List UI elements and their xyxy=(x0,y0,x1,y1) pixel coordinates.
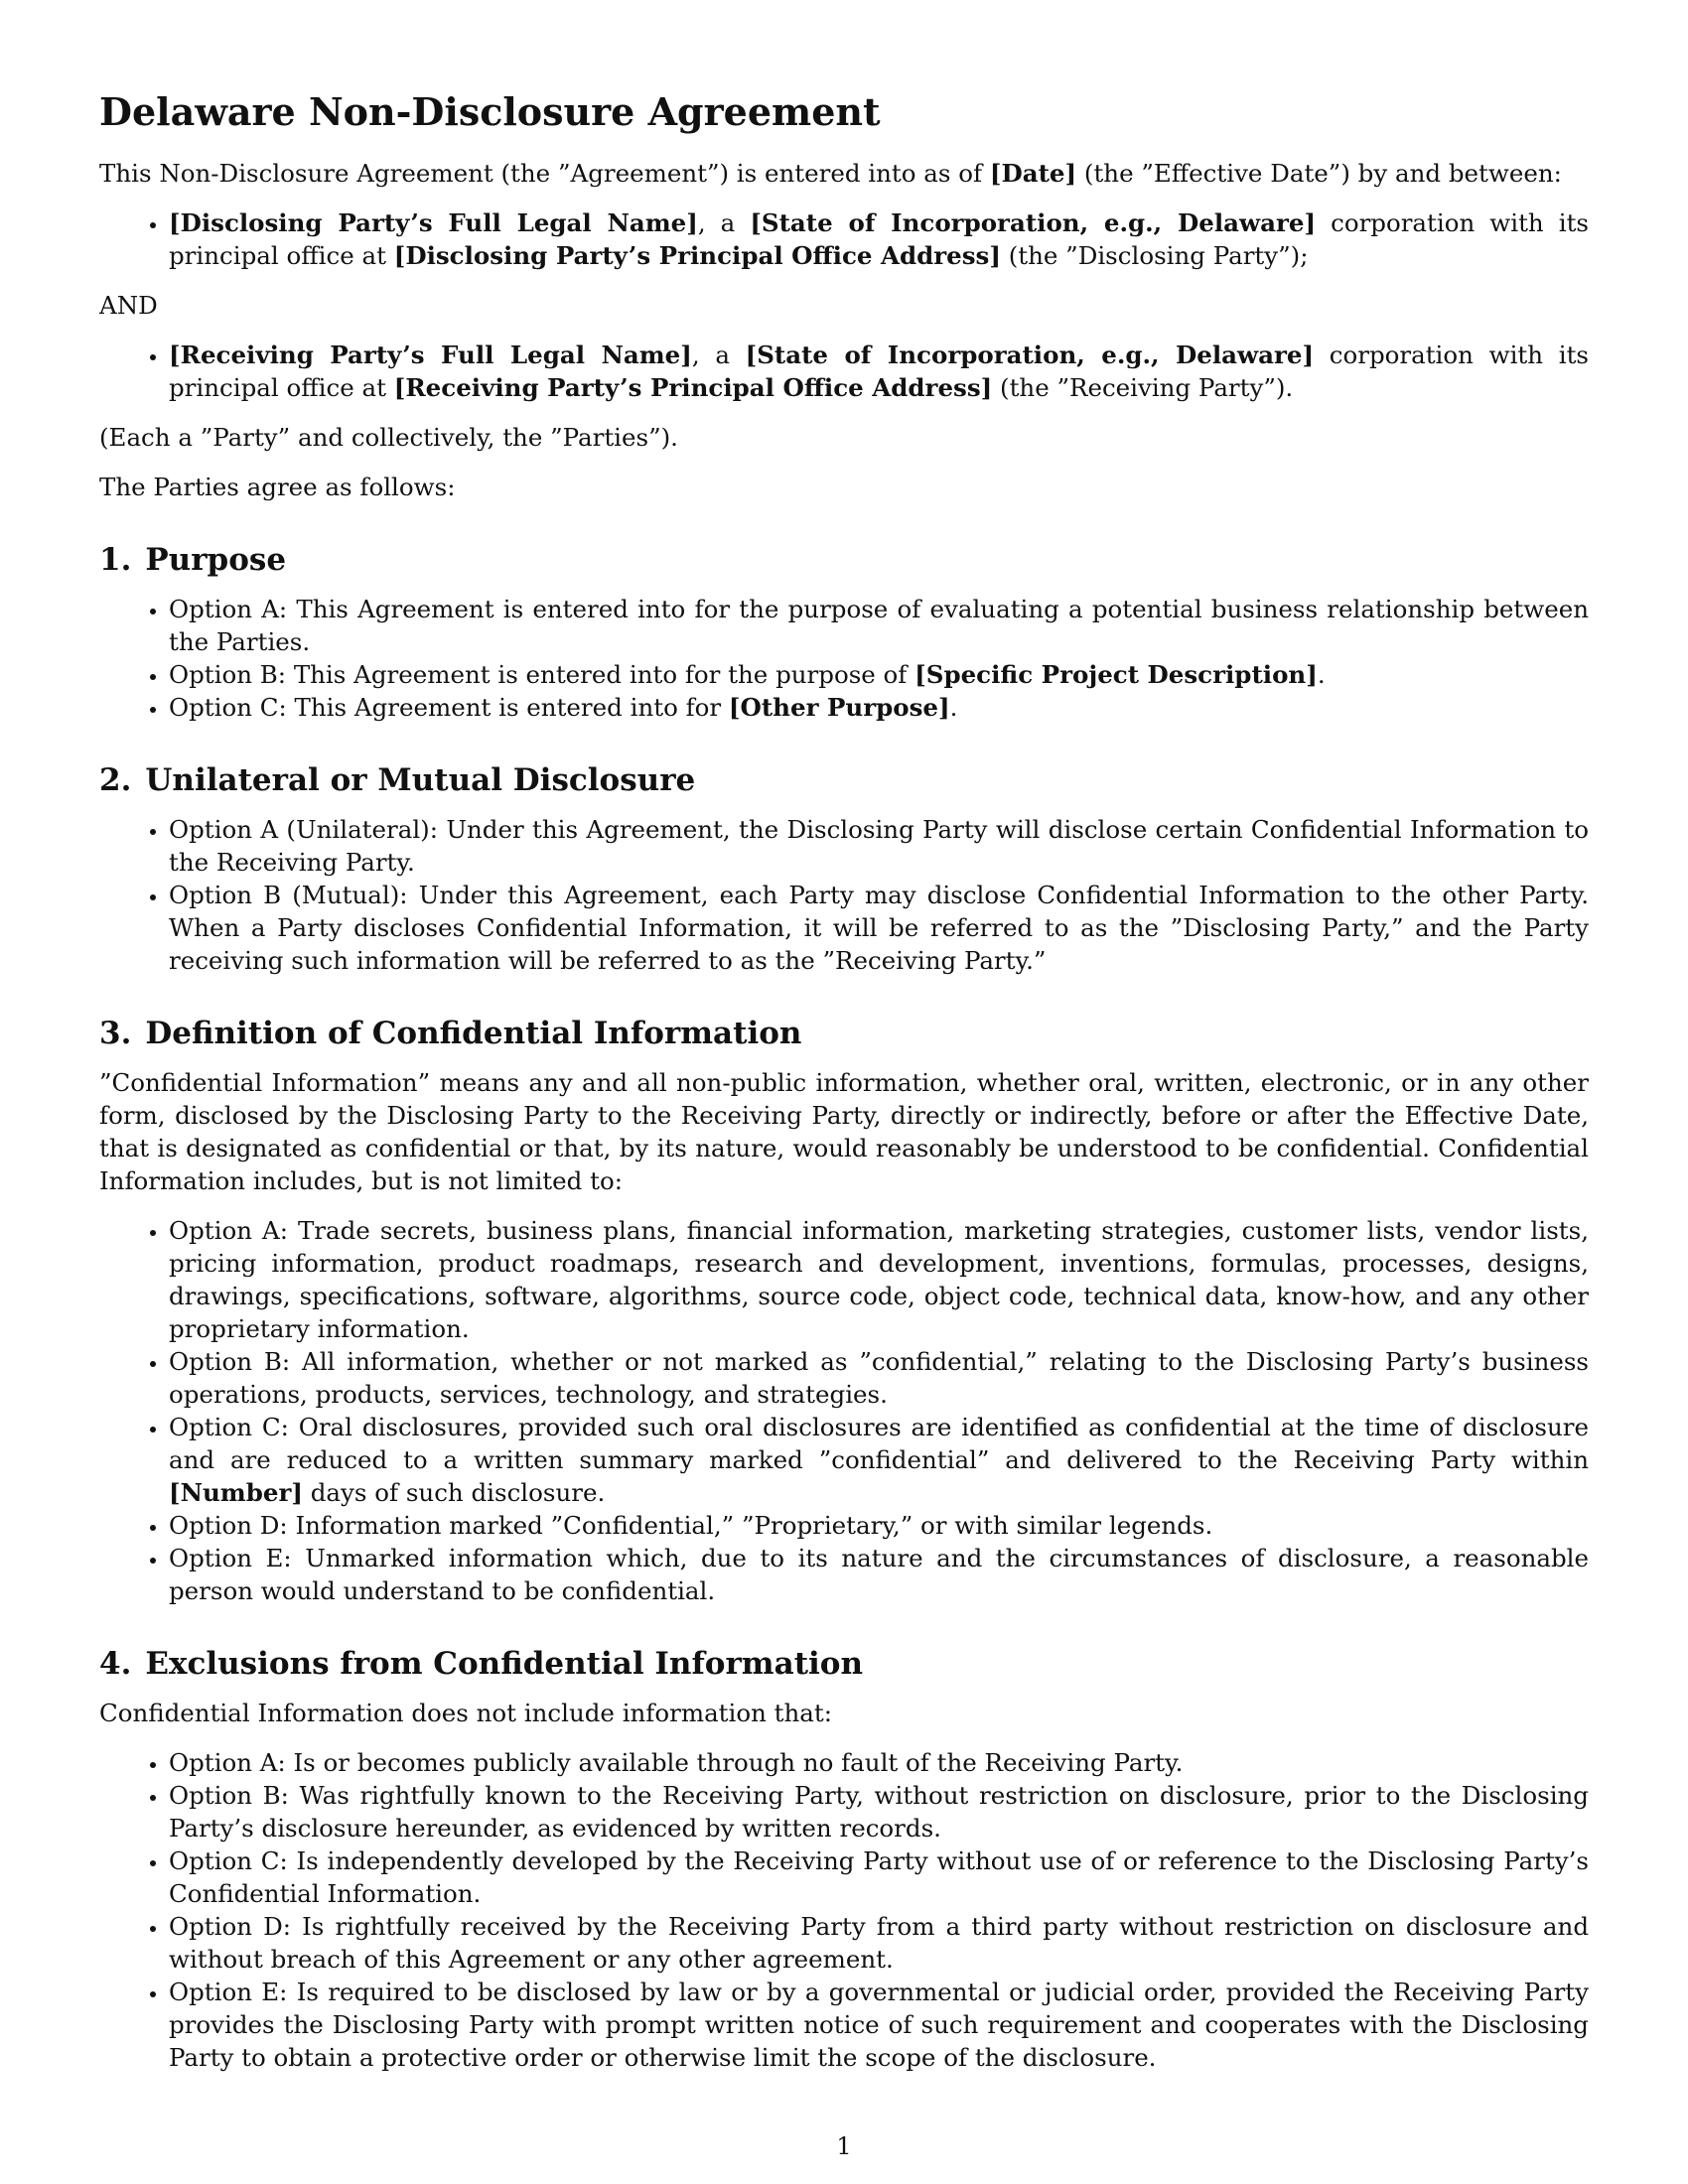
definition-options-list xyxy=(99,1214,1589,1607)
list-item: • Option A: Is or becomes publicly available through no fault of the Receiving Party. xyxy=(169,1746,1589,1779)
other-purpose-placeholder: [Other Purpose] xyxy=(728,693,950,722)
number-placeholder: [Number] xyxy=(169,1478,303,1507)
list-item xyxy=(169,1411,1589,1509)
disclosing-party-item xyxy=(169,206,1589,272)
list-item: • Option D: Information marked ”Confidential,” ”Proprietary,” or with similar legends. xyxy=(169,1509,1589,1542)
section-number: 3. xyxy=(99,1016,132,1051)
section-heading-exclusions xyxy=(99,1645,1589,1683)
section-heading-definition xyxy=(99,1015,1589,1052)
purpose-options-list xyxy=(99,593,1589,724)
list-item: • Option A (Unilateral): Under this Agreement, the Disclosing Party will disclose certain Confidential Information to the Receiving Party. xyxy=(169,813,1589,879)
party-text: (the ”Disclosing Party”); xyxy=(1000,241,1309,270)
list-item: • Option C: Is independently developed by the Receiving Party without use of or reference to the Disclosing Party’s Confidential Information. xyxy=(169,1844,1589,1910)
list-item: • Option B (Mutual): Under this Agreement, each Party may disclose Confidential Information to the other Party. When a Party discloses Confidential Information, it will be referred to as the ”Disclosing Party,” and the Party receiving such information will be referred to as the ”Receiving Party.” xyxy=(169,879,1589,977)
section-number: 4. xyxy=(99,1646,132,1682)
document-page xyxy=(99,79,1589,2091)
agree-paragraph: The Parties agree as follows: xyxy=(99,473,456,501)
section-number: 1. xyxy=(99,542,132,578)
section-number: 2. xyxy=(99,762,132,798)
list-item: • Option E: Unmarked information which, due to its nature and the circumstances of disclosure, a reasonable person would understand to be confidential. xyxy=(169,1542,1589,1607)
party-text: , a xyxy=(697,208,751,237)
list-item: • Option B: All information, whether or not marked as ”confidential,” relating to the Disclosing Party’s business operations, products, services, technology, and strategies. xyxy=(169,1345,1589,1411)
project-description-placeholder: [Specific Project Description] xyxy=(914,660,1318,689)
definition-paragraph: ”Confidential Information” means any and all non-public information, whether oral, written, electronic, or in any other form, disclosed by the Disclosing Party to the Receiving Party, directly or indirectly, before or after the Effective Date, that is designated as confidential or that, by its nature, would reasonably be understood to be confidential. Confidential Information includes, but is not limited to: xyxy=(99,1068,1589,1195)
receiving-party-name: [Receiving Party’s Full Legal Name] xyxy=(169,341,692,369)
section-title: Purpose xyxy=(145,542,287,578)
list-item-text: . xyxy=(949,693,958,722)
section-title: Definition of Confidential Information xyxy=(145,1016,802,1051)
intro-paragraph xyxy=(99,157,1589,190)
disclosing-party-name: [Disclosing Party’s Full Legal Name] xyxy=(169,208,698,237)
intro-text-after-date: (the ”Effective Date”) by and between: xyxy=(1076,159,1562,188)
list-item: • Option E: Is required to be disclosed by law or by a governmental or judicial order, provided the Receiving Party provides the Disclosing Party with prompt written notice of such requirement and cooperates with the Disclosing Party to obtain a protective order or otherwise limit the scope of the disclosure. xyxy=(169,1976,1589,2074)
list-item: • Option B: Was rightfully known to the Receiving Party, without restriction on disclosure, prior to the Disclosing Party’s disclosure hereunder, as evidenced by written records. xyxy=(169,1779,1589,1844)
document-title: Delaware Non-Disclosure Agreement xyxy=(99,89,881,134)
page-number: 1 xyxy=(836,2132,852,2160)
disclosing-party-list xyxy=(99,206,1589,272)
list-item-text: Option C: Oral disclosures, provided such oral disclosures are identified as confidential at the time of disclosure and are reduced to a written summary marked ”confidential” and delivered to the Receiving Party within xyxy=(169,1413,1589,1474)
list-item xyxy=(169,658,1589,691)
date-placeholder: [Date] xyxy=(989,159,1077,188)
receiving-party-address: [Receiving Party’s Principal Office Address] xyxy=(393,373,993,402)
and-separator: AND xyxy=(99,291,158,320)
list-item: • Option D: Is rightfully received by the Receiving Party from a third party without restriction on disclosure and without breach of this Agreement or any other agreement. xyxy=(169,1910,1589,1976)
section-title: Unilateral or Mutual Disclosure xyxy=(145,762,696,798)
list-item: • Option A: Trade secrets, business plans, financial information, marketing strategies, customer lists, vendor lists, pricing information, product roadmaps, research and development, inventions, formulas, processes, designs, drawings, specifications, software, algorithms, source code, object code, technical data, know-how, and any other proprietary information. xyxy=(169,1214,1589,1345)
list-item-text: Option C: This Agreement is entered into for xyxy=(169,693,729,722)
each-party-paragraph: (Each a ”Party” and collectively, the ”Parties”). xyxy=(99,423,678,452)
intro-text-before-date: This Non-Disclosure Agreement (the ”Agreement”) is entered into as of xyxy=(99,159,990,188)
list-item-text: . xyxy=(1317,660,1326,689)
section-title: Exclusions from Confidential Information xyxy=(145,1646,864,1682)
list-item-text: days of such disclosure. xyxy=(302,1478,606,1507)
exclusions-paragraph: Confidential Information does not include information that: xyxy=(99,1699,833,1727)
exclusions-options-list xyxy=(99,1746,1589,2074)
party-text: corporation with its principal office at xyxy=(169,341,1589,402)
receiving-party-item xyxy=(169,339,1589,404)
receiving-party-state: [State of Incorporation, e.g., Delaware] xyxy=(745,341,1315,369)
receiving-party-list xyxy=(99,339,1589,404)
disclosing-party-address: [Disclosing Party’s Principal Office Address] xyxy=(393,241,1001,270)
party-text: (the ”Receiving Party”). xyxy=(992,373,1294,402)
list-item xyxy=(169,691,1589,724)
party-text: corporation with its principal office at xyxy=(169,208,1589,270)
section-heading-disclosure xyxy=(99,761,1589,799)
disclosure-options-list xyxy=(99,813,1589,977)
disclosing-party-state: [State of Incorporation, e.g., Delaware] xyxy=(750,208,1317,237)
section-heading-purpose xyxy=(99,541,1589,579)
party-text: , a xyxy=(691,341,746,369)
list-item: • Option A: This Agreement is entered into for the purpose of evaluating a potential business relationship between the Parties. xyxy=(169,593,1589,658)
list-item-text: Option B: This Agreement is entered into for the purpose of xyxy=(169,660,915,689)
